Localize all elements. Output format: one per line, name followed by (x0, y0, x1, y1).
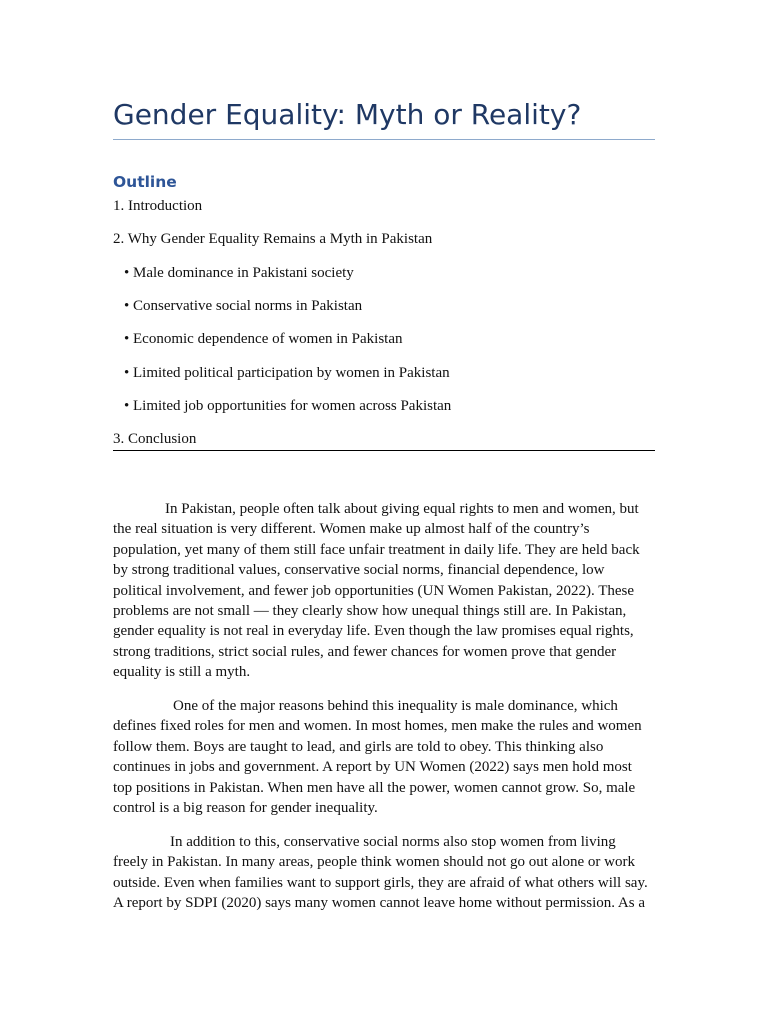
paragraph-line: top positions in Pakistan. When men have all the power, women cannot grow. So, male (113, 779, 636, 796)
outline-item-why-myth: 2. Why Gender Equality Remains a Myth in Pakistan (113, 231, 433, 247)
paragraph-introduction (113, 499, 655, 683)
title-underline (113, 139, 655, 140)
outline-heading: Outline (113, 173, 177, 191)
outline-item-conclusion: 3. Conclusion (113, 431, 197, 447)
paragraph-line: One of the major reasons behind this inequality is male dominance, which (173, 698, 618, 714)
paragraph-line: defines fixed roles for men and women. In most homes, men make the rules and women (113, 718, 642, 735)
paragraph-line: outside. Even when families want to support girls, they are afraid of what others will say. (113, 874, 648, 891)
document-title: Gender Equality: Myth or Reality? (113, 98, 582, 131)
paragraph-line: In addition to this, conservative social norms also stop women from living (170, 834, 616, 850)
paragraph-line: population, yet many of them still face unfair treatment in daily life. They are held back (113, 541, 640, 558)
paragraph-line: by strong traditional values, conservative social norms, financial dependence, low (113, 562, 605, 579)
outline-subitem-job-opportunities: • Limited job opportunities for women across Pakistan (124, 398, 452, 414)
paragraph-line: control is a big reason for gender inequality. (113, 800, 378, 817)
outline-item-introduction: 1. Introduction (113, 198, 203, 214)
paragraph-line: the real situation is very different. Women make up almost half of the country’s (113, 521, 590, 538)
paragraph-line: continues in jobs and government. A report by UN Women (2022) says men hold most (113, 759, 632, 776)
paragraph-line: freely in Pakistan. In many areas, people think women should not go out alone or work (113, 854, 635, 871)
paragraph-line: political involvement, and fewer job opportunities (UN Women Pakistan, 2022). These (113, 582, 635, 599)
paragraph-line: In Pakistan, people often talk about giving equal rights to men and women, but (165, 501, 639, 517)
outline-subitem-political-participation: • Limited political participation by women in Pakistan (124, 365, 450, 381)
paragraph-line: problems are not small — they clearly show how unequal things still are. In Pakistan, (113, 603, 627, 620)
paragraph-line: gender equality is not real in everyday life. Even though the law promises equal rights, (113, 623, 634, 640)
paragraph-line: follow them. Boys are taught to lead, and girls are told to obey. This thinking also (113, 738, 604, 755)
outline-subitem-male-dominance: • Male dominance in Pakistani society (124, 265, 354, 281)
outline-subitem-economic-dependence: • Economic dependence of women in Pakistan (124, 331, 403, 347)
paragraph-male-dominance (113, 696, 655, 818)
paragraph-social-norms (113, 832, 655, 914)
paragraph-line: A report by SDPI (2020) says many women cannot leave home without permission. As a (113, 895, 646, 912)
paragraph-line: equality is still a myth. (113, 664, 251, 681)
paragraph-line: strong traditions, strict social rules, and fewer chances for women prove that gender (113, 643, 617, 660)
outline-subitem-social-norms: • Conservative social norms in Pakistan (124, 298, 363, 314)
outline-divider (113, 450, 655, 451)
